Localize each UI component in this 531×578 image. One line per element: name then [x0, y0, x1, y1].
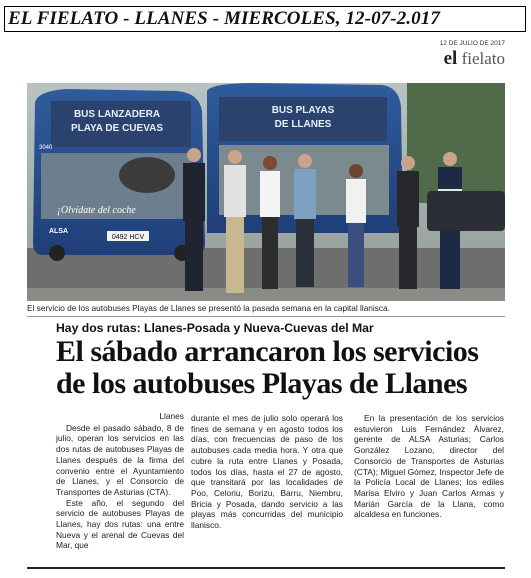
date-banner: EL FIELATO - LLANES - MIERCOLES, 12-07-2.017	[4, 6, 526, 32]
col1-paragraph-1: Desde el pasado sábado, 8 de julio, operan los servicios en las dos rutas de autobuses Playas de Llanes después de la firma del convenio entre el Ayuntamiento de Llanes, y el Consorcio de Transportes de Asturias (CTA).	[56, 422, 184, 497]
publication-logo	[444, 48, 505, 70]
headline-line-1: El sábado arrancaron los servicios	[56, 335, 479, 368]
publication-date: 12 DE JULIO DE 2017	[439, 40, 505, 47]
bus-right-sign-line1: BUS PLAYAS	[271, 105, 335, 116]
byline: Llanes	[159, 411, 184, 421]
logo-name: fielato	[461, 49, 505, 68]
bus-photo-illustration	[27, 83, 505, 301]
kicker: Hay dos rutas: Llanes-Posada y Nueva-Cuevas del Mar	[56, 321, 374, 335]
bus-left-fleet-number: 3040	[39, 145, 53, 151]
column-3	[354, 413, 504, 520]
col2-paragraph-1: durante el mes de julio solo operará los fines de semana y en agosto todos los días, con frecuencias de paso de los autobuses cada media hora. Y otra que cubre la ruta entre Llanes y Posada, todos los días, hasta el 27 de agosto, que transitará por las localidades de Poo, Celoriu, Borizu, Barru, Niembru, Bricia y Posada, dando servicio a las playas más concurridas del municipio llanisco.	[191, 413, 343, 531]
column-2	[191, 413, 343, 531]
headline-line-2: de los autobuses Playas de Llanes	[56, 367, 468, 400]
bus-left-sign-line2: PLAYA DE CUEVAS	[70, 123, 164, 134]
bus-left-sign-line1: BUS LANZADERA	[73, 109, 161, 120]
bus-left-brand: ALSA	[49, 228, 69, 235]
caption-rule	[27, 316, 505, 317]
headline	[56, 336, 478, 400]
col1-paragraph-2: Este año, el segundo del servicio de autobuses Playas de Llanes, hay dos rutas: una entre Nueva y el arenal de Cuevas del Mar, que	[56, 497, 184, 551]
news-photo	[27, 83, 505, 301]
column-1	[56, 411, 184, 551]
logo-prefix: el	[443, 48, 458, 69]
photo-caption: El servicio de los autobuses Playas de Llanes se presentó la pasada semana en la capital llanisca.	[27, 303, 390, 313]
bus-left-license-plate: 0492 HCV	[111, 234, 145, 241]
bus-left	[33, 89, 205, 261]
col3-paragraph-1: En la presentación de los servicios estuvieron Luis Fernández Álvarez, gerente de ALSA Asturias; Carlos González Lozano, director del Consorcio de Transportes de Asturias (CTA); Miguel Gómez, Inspector Jefe de la Policía Local de Llanes; los ediles Marisa Elviro y Juan Carlos Armas y Marián García de la Llana, como alcaldesa en funciones.	[354, 413, 504, 520]
bus-right-sign-line2: DE LLANES	[274, 119, 332, 130]
bus-left-slogan: ¡Olvídate del coche	[57, 205, 136, 216]
bottom-rule	[27, 567, 505, 569]
